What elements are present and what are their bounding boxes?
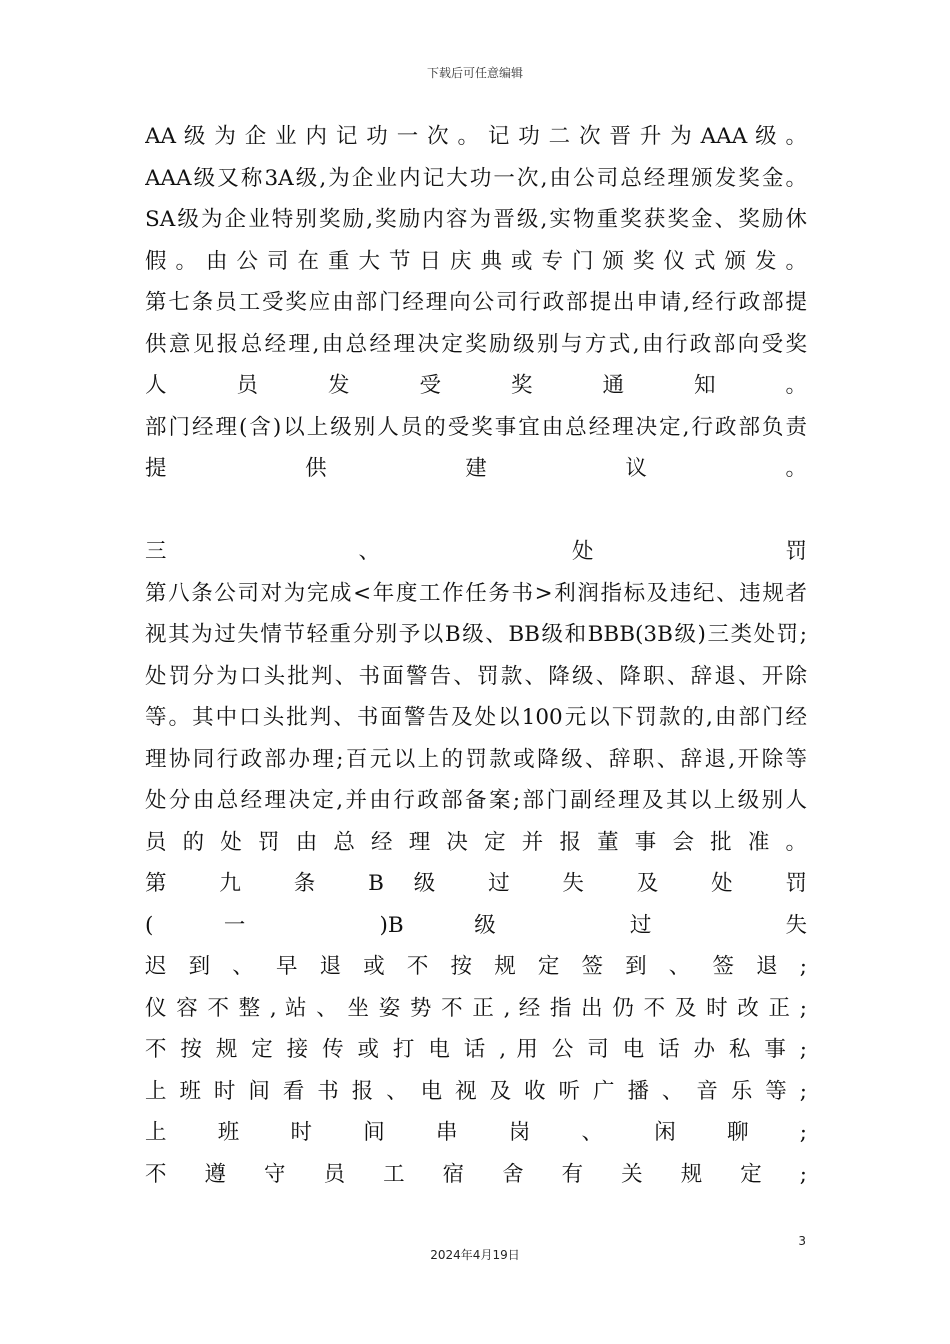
list-item: 不 按 规 定 接 传 或 打 电 话 , 用 公 司 电 话 办 私 事 ;: [145, 1037, 807, 1062]
footer-date: 2024年4月19日: [430, 1248, 520, 1262]
text-line: 视其为过失情节轻重分别予以B级、BB级和BBB(3B级)三类处罚;: [145, 622, 807, 647]
text-line: 部门经理(含)以上级别人员的受奖事宜由总经理决定,行政部负责: [145, 414, 807, 440]
text-line: AAA级又称3A级,为企业内记大功一次,由公司总经理颁发奖金。: [145, 165, 807, 191]
text-line: SA级为企业特别奖励,奖励内容为晋级,实物重奖获奖金、奖励休: [145, 207, 807, 232]
text-line: 第八条公司对为完成<年度工作任务书>利润指标及违纪、违规者: [145, 580, 807, 606]
page-header: 下载后可任意编辑: [426, 66, 523, 80]
text-line: 假 。 由 公 司 在 重 大 节 日 庆 典 或 专 门 颁 奖 仪 式 颁 发 。: [145, 248, 807, 274]
list-item: 迟 到 、 早 退 或 不 按 规 定 签 到 、 签 退 ;: [145, 954, 807, 979]
section-heading: 三 、 处 罚: [145, 539, 807, 564]
blank-line: [145, 490, 807, 532]
subsection-heading: ( 一 )B 级 过 失: [145, 912, 807, 938]
text-line: 人 员 发 受 奖 通 知 。: [145, 373, 807, 398]
text-line: AA 级 为 企 业 内 记 功 一 次 。 记 功 二 次 晋 升 为 AAA 级 。: [145, 124, 807, 149]
text-line: 处分由总经理决定,并由行政部备案;部门副经理及其以上级别人: [145, 788, 807, 813]
list-item: 不 遵 守 员 工 宿 舍 有 关 规 定 ;: [145, 1161, 807, 1187]
text-line: 供意见报总经理,由总经理决定奖励级别与方式,由行政部向受奖: [145, 331, 807, 357]
page-number: 3: [798, 1234, 806, 1248]
text-line: 提 供 建 议 。: [145, 456, 807, 481]
list-item: 仪 容 不 整 , 站 、 坐 姿 势 不 正 , 经 指 出 仍 不 及 时 改 正 ;: [145, 995, 807, 1021]
text-line: 第七条员工受奖应由部门经理向公司行政部提出申请,经行政部提: [145, 290, 807, 315]
list-item: 上 班 时 间 串 岗 、 闲 聊 ;: [145, 1120, 807, 1145]
text-line: 理协同行政部办理;百元以上的罚款或降级、辞职、辞退,开除等: [145, 746, 807, 772]
document-body: [145, 116, 807, 1195]
text-line: 员 的 处 罚 由 总 经 理 决 定 并 报 董 事 会 批 准 。: [145, 829, 807, 855]
list-item: 上 班 时 间 看 书 报 、 电 视 及 收 听 广 播 、 音 乐 等 ;: [145, 1078, 807, 1104]
article-heading: 第 九 条 B 级 过 失 及 处 罚: [145, 871, 807, 896]
text-line: 等。其中口头批判、书面警告及处以100元以下罚款的,由部门经: [145, 705, 807, 730]
text-line: 处罚分为口头批判、书面警告、罚款、降级、降职、辞退、开除: [145, 663, 807, 689]
